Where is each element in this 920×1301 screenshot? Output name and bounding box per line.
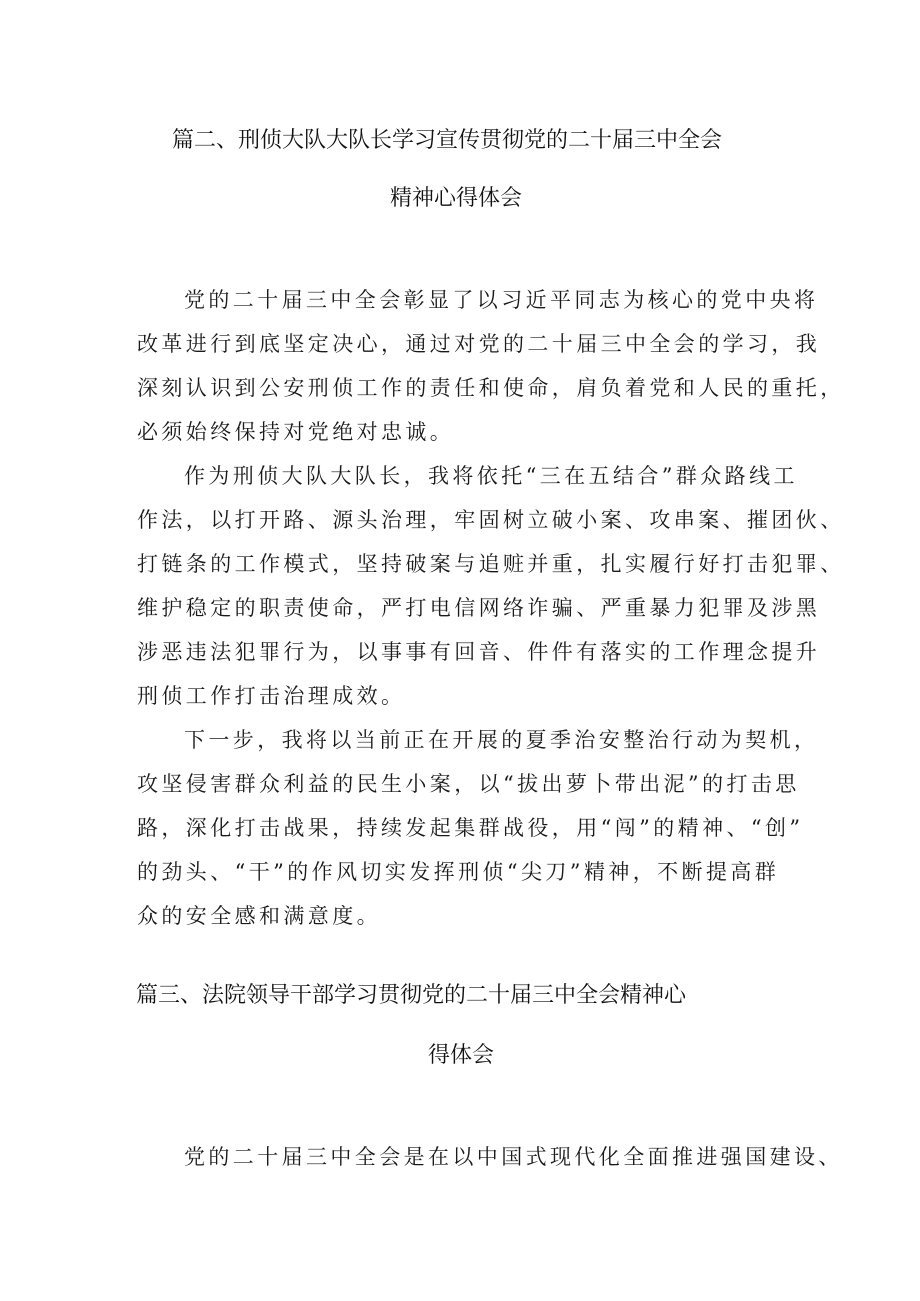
section3-p1-line1: 党的二十届三中全会是在以中国式现代化全面推进强国建设、 xyxy=(184,1145,843,1169)
section2-title-line1: 篇二、刑侦大队大队长学习宣传贯彻党的二十届三中全会 xyxy=(172,128,723,153)
section2-p1-line1: 党的二十届三中全会彰显了以习近平同志为核心的党中央将 xyxy=(184,288,819,312)
section2-p2-line3: 打链条的工作模式，坚持破案与追赃并重，扎实履行好打击犯罪、 xyxy=(137,552,845,576)
section3-title-line2: 得体会 xyxy=(428,1043,495,1068)
section2-p3-line4: 的劲头、“干”的作风切实发挥刑侦“尖刀”精神，不断提高群 xyxy=(137,860,780,884)
section2-p3-line1: 下一步，我将以当前正在开展的夏季治安整治行动为契机， xyxy=(184,728,819,752)
section2-p1-line3: 深刻认识到公安刑侦工作的责任和使命，肩负着党和人民的重托， xyxy=(137,376,845,400)
section3-title-line1: 篇三、法院领导干部学习贯彻党的二十届三中全会精神心 xyxy=(136,983,687,1008)
section2-p1-line4: 必须始终保持对党绝对忠诚。 xyxy=(137,420,455,444)
section2-p2-line2: 作法，以打开路、源头治理，牢固树立破小案、攻串案、摧团伙、 xyxy=(137,508,845,532)
section2-p1-line2: 改革进行到底坚定决心，通过对党的二十届三中全会的学习，我 xyxy=(137,332,821,356)
section2-p3-line5: 众的安全感和满意度。 xyxy=(137,904,381,928)
section2-p2-line1: 作为刑侦大队大队长，我将依托“三在五结合”群众路线工 xyxy=(184,464,798,488)
section2-p2-line4: 维护稳定的职责使命，严打电信网络诈骗、严重暴力犯罪及涉黑 xyxy=(137,596,821,620)
section2-p2-line6: 刑侦工作打击治理成效。 xyxy=(137,684,406,708)
section2-p3-line3: 路，深化打击战果，持续发起集群战役，用“闯”的精神、“创” xyxy=(137,816,804,840)
section2-p3-line2: 攻坚侵害群众利益的民生小案，以“拔出萝卜带出泥”的打击思 xyxy=(137,772,800,796)
section2-title-line2: 精神心得体会 xyxy=(390,186,523,211)
section2-p2-line5: 涉恶违法犯罪行为，以事事有回音、件件有落实的工作理念提升 xyxy=(137,640,821,664)
